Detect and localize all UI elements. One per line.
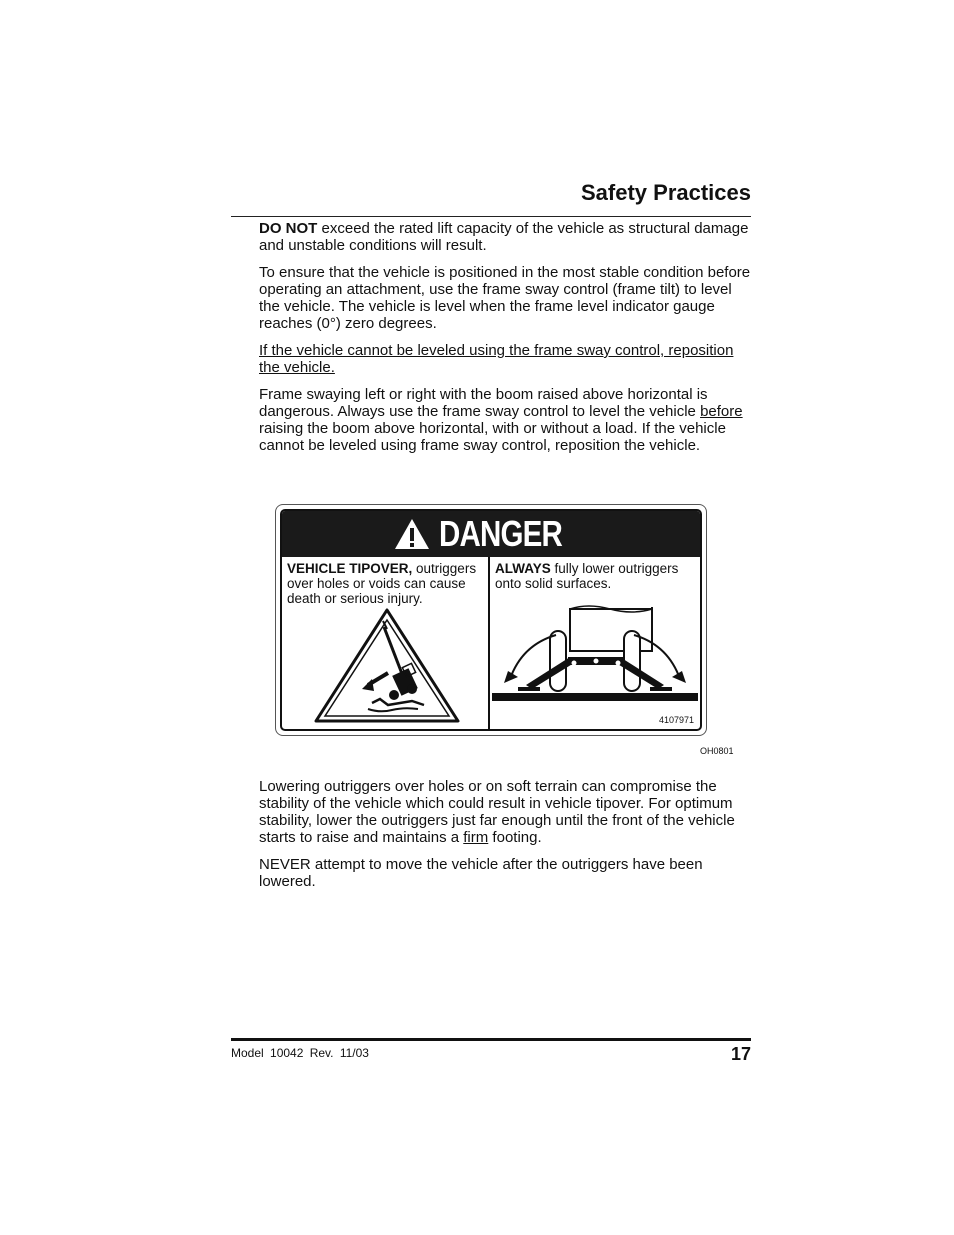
always-bold: ALWAYS: [495, 561, 551, 576]
outrigger-rest: fully lower outriggers onto solid surfaces.: [495, 561, 679, 591]
paragraph-outriggers-a: Lowering outriggers over holes or on soft terrain can compromise the stability of the vehicle which could result in vehicle tipover. For optimum stability, lower the outriggers just far enough until the front of the vehicle starts to raise and maintains a: [259, 778, 735, 846]
do-not-label: DO NOT: [259, 220, 318, 237]
outrigger-text: [495, 561, 698, 591]
footer-model: Model 10042 Rev. 11/03: [231, 1046, 369, 1060]
page-title: Safety Practices: [581, 180, 751, 205]
footer-rule: [231, 1038, 751, 1041]
tipover-text: [287, 561, 486, 606]
paragraph-frame-sway: [259, 386, 751, 454]
danger-word: DANGER: [438, 513, 562, 554]
paragraph-outriggers-b: footing.: [488, 829, 542, 846]
paragraph-reposition: [259, 342, 751, 376]
tipover-bold: VEHICLE TIPOVER,: [287, 561, 413, 576]
danger-header-bar: [282, 511, 700, 557]
paragraph-capacity: [259, 220, 751, 254]
danger-decal-frame: [280, 509, 702, 731]
paragraph-level: [259, 264, 751, 332]
paragraph-outriggers: [259, 778, 751, 846]
figure-id: OH0801: [700, 746, 734, 756]
tipover-hazard-icon: [312, 607, 462, 725]
paragraph-frame-sway-b: raising the boom above horizontal, with or without a load. If the vehicle cannot be leveled using frame sway control, reposition the vehicle.: [259, 420, 726, 454]
tipover-panel: [282, 557, 490, 729]
tipover-rest: outriggers over holes or voids can cause death or serious injury.: [287, 561, 477, 606]
outrigger-panel: [490, 557, 700, 729]
warning-triangle-icon: [393, 517, 431, 551]
paragraph-never-move: [259, 856, 751, 890]
page-number: 17: [730, 1044, 751, 1064]
before-emphasis: before: [700, 403, 743, 420]
decal-code: 4107971: [658, 715, 694, 725]
danger-decal: [275, 504, 707, 736]
paragraph-frame-sway-a: Frame swaying left or right with the boom raised above horizontal is dangerous. Always use the frame sway control to level the vehicle: [259, 386, 708, 420]
paragraph-never-move-text: NEVER attempt to move the vehicle after the outriggers have been lowered.: [259, 856, 703, 890]
firm-emphasis: firm: [463, 829, 489, 846]
header-rule: [231, 216, 751, 217]
paragraph-reposition-text: If the vehicle cannot be leveled using the frame sway control, reposition the vehicle.: [259, 342, 734, 376]
paragraph-capacity-text: exceed the rated lift capacity of the vehicle as structural damage and unstable conditions will result.: [259, 220, 749, 254]
paragraph-level-text: To ensure that the vehicle is positioned in the most stable condition before operating an attachment, use the frame sway control (frame tilt) to level the vehicle. The vehicle is level when the frame level indicator gauge reaches (0°) zero degrees.: [259, 264, 751, 332]
outrigger-diagram-icon: [492, 601, 698, 711]
